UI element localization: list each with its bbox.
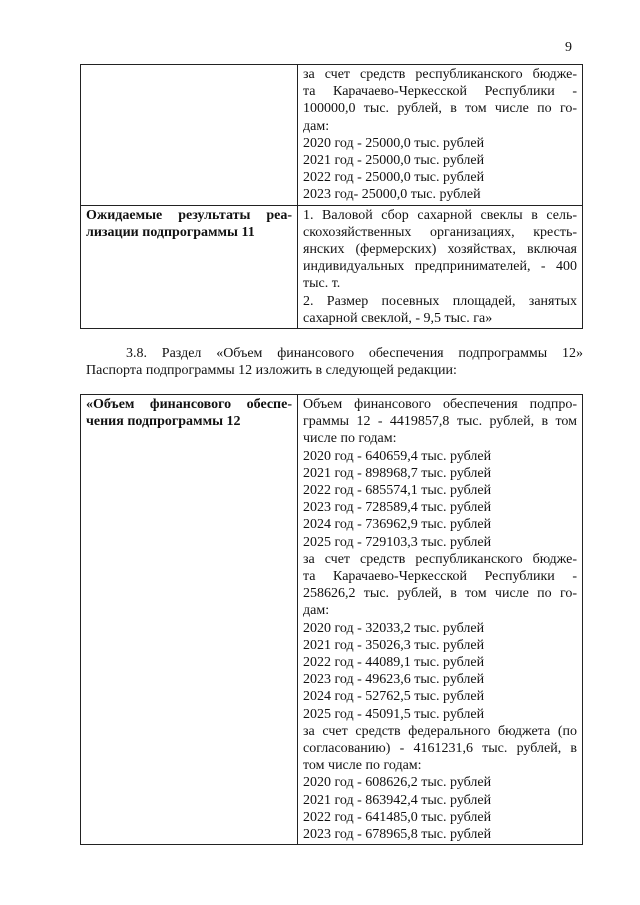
text-line: 258626,2 тыс. рублей, в том числе по го- bbox=[303, 586, 577, 602]
text-line: та Карачаево-Черкесской Республики - bbox=[303, 569, 577, 585]
text-line: скохозяйственных организациях, кресть- bbox=[303, 224, 577, 240]
table-row bbox=[81, 205, 583, 328]
text-line: за счет средств федерального бюджета (по bbox=[303, 723, 577, 739]
page-number: 9 bbox=[565, 40, 572, 55]
text-line: 2023 год- 25000,0 тыс. рублей bbox=[303, 187, 481, 203]
text-line: 2. Размер посевных площадей, занятых bbox=[303, 293, 577, 309]
text-line: 2024 год - 736962,9 тыс. рублей bbox=[303, 517, 492, 533]
table-cell-right bbox=[298, 65, 583, 206]
table-cell-right bbox=[298, 205, 583, 328]
text-line: за счет средств республиканского бюдже- bbox=[303, 551, 577, 567]
text-line: за счет средств республиканского бюдже- bbox=[303, 67, 577, 82]
text-line: 2021 год - 863942,4 тыс. рублей bbox=[303, 792, 492, 808]
table-row bbox=[81, 65, 583, 206]
text-line: янских (фермерских) хозяйствах, включая bbox=[303, 242, 577, 258]
text-line: согласованию) - 4161231,6 тыс. рублей, в bbox=[303, 741, 577, 757]
text-line: 2021 год - 25000,0 тыс. рублей bbox=[303, 153, 485, 169]
table-cell-left bbox=[81, 205, 298, 328]
text-line: 2023 год - 728589,4 тыс. рублей bbox=[303, 500, 492, 516]
row-heading-line: «Объем финансового обеспе- bbox=[86, 397, 292, 412]
row-heading-line: лизации подпрограммы 11 bbox=[86, 224, 255, 240]
text-line: числе по годам: bbox=[303, 431, 397, 447]
table-cell-right bbox=[298, 395, 583, 845]
text-line: 2020 год - 25000,0 тыс. рублей bbox=[303, 135, 485, 151]
text-line: Объем финансового обеспечения подпро- bbox=[303, 397, 577, 412]
text-line: граммы 12 - 4419857,8 тыс. рублей, в том bbox=[303, 414, 577, 430]
passport-table-continued bbox=[80, 64, 583, 329]
text-line: дам: bbox=[303, 118, 330, 134]
text-line: 2021 год - 35026,3 тыс. рублей bbox=[303, 637, 485, 653]
text-line: 2020 год - 640659,4 тыс. рублей bbox=[303, 448, 492, 464]
text-line: та Карачаево-Черкесской Республики - bbox=[303, 84, 577, 100]
paragraph-line: Паспорта подпрограммы 12 изложить в следующей редакции: bbox=[86, 363, 457, 379]
text-line: 2022 год - 25000,0 тыс. рублей bbox=[303, 170, 485, 186]
text-line: 2023 год - 678965,8 тыс. рублей bbox=[303, 827, 492, 843]
table-cell-left bbox=[81, 65, 298, 206]
row-heading-line: чения подпрограммы 12 bbox=[86, 414, 241, 430]
text-line: тыс. т. bbox=[303, 276, 341, 292]
text-line: индивидуальных предпринимателей, - 400 bbox=[303, 259, 577, 275]
text-line: сахарной свеклой, - 9,5 тыс. га» bbox=[303, 310, 493, 326]
text-line: 2020 год - 32033,2 тыс. рублей bbox=[303, 620, 485, 636]
text-line: том числе по годам: bbox=[303, 758, 422, 774]
text-line: 2022 год - 641485,0 тыс. рублей bbox=[303, 809, 492, 825]
text-line: 2025 год - 729103,3 тыс. рублей bbox=[303, 534, 492, 550]
paragraph-line: 3.8. Раздел «Объем финансового обеспечения подпрограммы 12» bbox=[126, 346, 583, 361]
text-line: 2022 год - 685574,1 тыс. рублей bbox=[303, 483, 492, 499]
text-line: 2023 год - 49623,6 тыс. рублей bbox=[303, 672, 485, 688]
row-heading-line: Ожидаемые результаты реа- bbox=[86, 207, 292, 223]
text-line: дам: bbox=[303, 603, 330, 619]
text-line: 2025 год - 45091,5 тыс. рублей bbox=[303, 706, 485, 722]
text-line: 100000,0 тыс. рублей, в том числе по го- bbox=[303, 101, 577, 117]
text-line: 2021 год - 898968,7 тыс. рублей bbox=[303, 465, 492, 481]
passport-table-subprogram-12 bbox=[80, 394, 583, 845]
text-line: 2020 год - 608626,2 тыс. рублей bbox=[303, 775, 492, 791]
section-intro-paragraph bbox=[86, 345, 583, 379]
text-line: 2024 год - 52762,5 тыс. рублей bbox=[303, 689, 485, 705]
table-row bbox=[81, 395, 583, 845]
table-cell-left bbox=[81, 395, 298, 845]
text-line: 1. Валовой сбор сахарной свеклы в сель- bbox=[303, 207, 577, 223]
text-line: 2022 год - 44089,1 тыс. рублей bbox=[303, 655, 485, 671]
